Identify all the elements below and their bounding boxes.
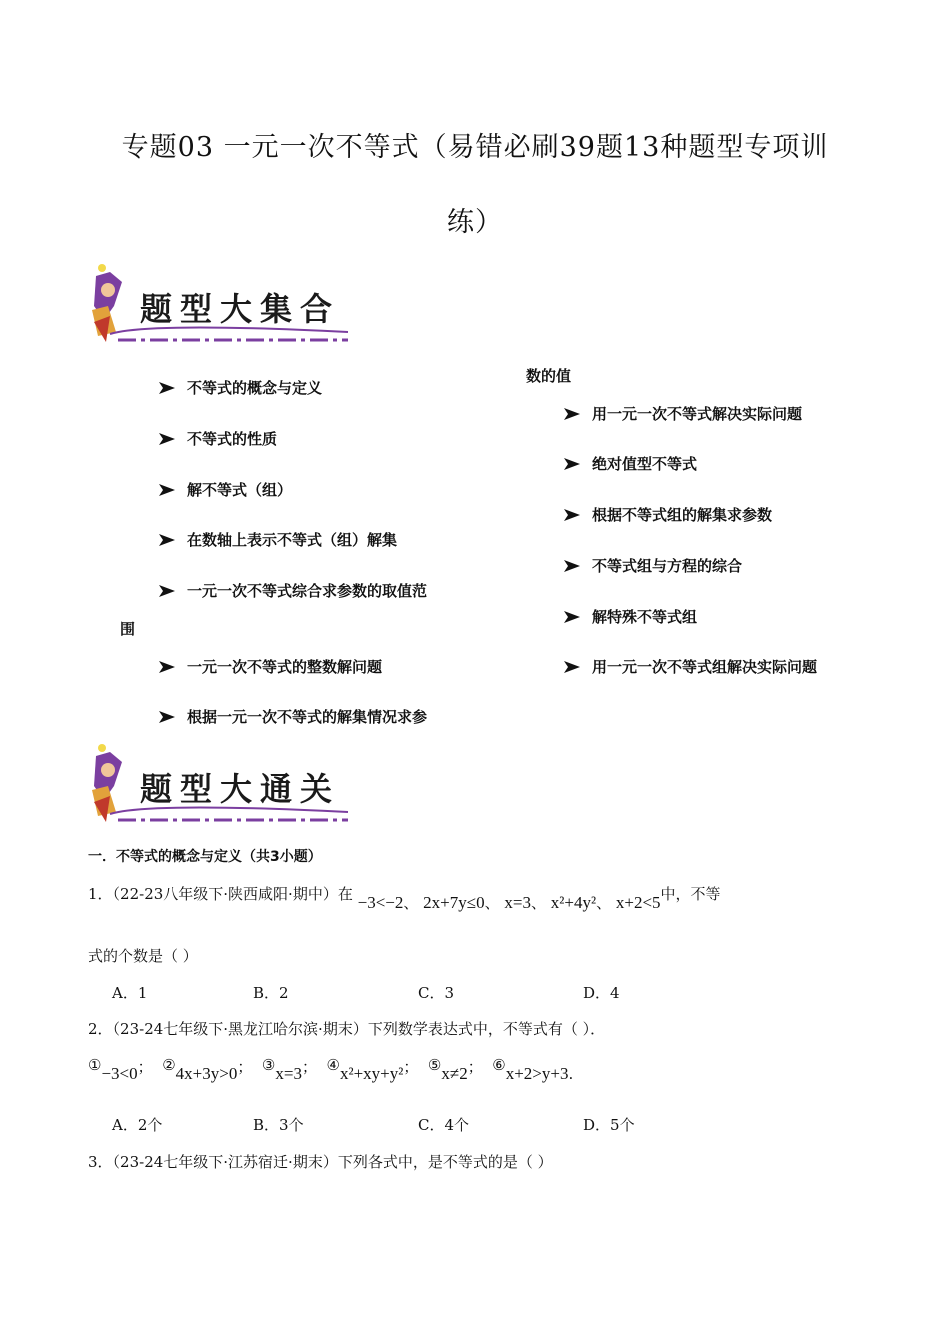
toc-item: 根据不等式组的解集求参数 <box>562 504 772 525</box>
toc-item: 在数轴上表示不等式（组）解集 <box>157 529 397 550</box>
arrow-bullet-icon <box>157 380 177 396</box>
arrow-bullet-icon <box>562 558 582 574</box>
q1-option-d[interactable]: D．4 <box>583 984 620 1002</box>
arrow-bullet-icon <box>157 532 177 548</box>
toc-item: 一元一次不等式综合求参数的取值范 <box>157 580 427 601</box>
page-title-line-1: 专题03 一元一次不等式（易错必刷39题13种题型专项训 <box>121 132 829 163</box>
arrow-bullet-icon <box>562 456 582 472</box>
arrow-bullet-icon <box>157 431 177 447</box>
toc-item-wrap: 围 <box>120 620 136 638</box>
toc-item: 用一元一次不等式解决实际问题 <box>562 403 802 424</box>
arrow-bullet-icon <box>562 406 582 422</box>
q1-expr: −3<−2 <box>357 893 404 912</box>
q2-option-d[interactable]: D．5个 <box>583 1116 635 1134</box>
toc-item: 用一元一次不等式组解决实际问题 <box>562 656 817 677</box>
arrow-bullet-icon <box>562 609 582 625</box>
page-title-line-2: 练） <box>447 207 503 238</box>
banner-title: 题型大通关 <box>140 770 341 808</box>
arrow-bullet-icon <box>157 709 177 725</box>
q1-expr: x=3 <box>504 893 531 912</box>
q1-option-b[interactable]: B．2 <box>253 984 289 1002</box>
section-banner-collection <box>88 262 353 346</box>
q2-option-b[interactable]: B．3个 <box>253 1116 304 1134</box>
toc-item: 解不等式（组） <box>157 479 292 500</box>
toc-item: 根据一元一次不等式的解集情况求参 <box>157 706 427 727</box>
toc-item-wrap: 数的值 <box>526 367 572 385</box>
toc-item: 不等式的性质 <box>157 428 277 449</box>
section-heading: 一．不等式的概念与定义（共3小题） <box>88 849 322 865</box>
toc-item: 不等式组与方程的综合 <box>562 555 742 576</box>
arrow-bullet-icon <box>157 583 177 599</box>
question-3-stem: 3．（23-24七年级下·江苏宿迁·期末）下列各式中，是不等式的是（ ） <box>88 1153 553 1171</box>
toc-item: 不等式的概念与定义 <box>157 377 322 398</box>
toc-item: 绝对值型不等式 <box>562 453 697 474</box>
arrow-bullet-icon <box>562 659 582 675</box>
arrow-bullet-icon <box>157 482 177 498</box>
toc-item: 一元一次不等式的整数解问题 <box>157 656 382 677</box>
q1-option-a[interactable]: A．1 <box>112 984 148 1002</box>
arrow-bullet-icon <box>562 507 582 523</box>
q1-option-c[interactable]: C．3 <box>418 984 455 1002</box>
section-banner-breakthrough <box>88 742 353 826</box>
question-1-stem: 1．（22-23八年级下·陕西咸阳·期中）在 −3<−2、 2x+7y≤0、 x=3、 x²+4y²、 x+2<5中，不等 <box>88 885 721 912</box>
q1-expr: x+2<5 <box>615 893 661 912</box>
question-2-items: ①−3<0； ②4x+3y>0； ③x=3； ④x²+xy+y²； ⑤x≠2； ⑥x+2>y+3. <box>88 1056 574 1083</box>
question-1-stem-cont: 式的个数是（ ） <box>88 947 198 965</box>
banner-title: 题型大集合 <box>140 290 341 328</box>
q2-option-a[interactable]: A．2个 <box>112 1116 163 1134</box>
arrow-bullet-icon <box>157 659 177 675</box>
q1-expr: 2x+7y≤0 <box>423 893 485 912</box>
question-2-stem: 2．（23-24七年级下·黑龙江哈尔滨·期末）下列数学表达式中，不等式有（ ）． <box>88 1020 606 1038</box>
q1-expr: x²+4y² <box>550 893 597 912</box>
q2-option-c[interactable]: C．4个 <box>418 1116 470 1134</box>
toc-item: 解特殊不等式组 <box>562 606 697 627</box>
